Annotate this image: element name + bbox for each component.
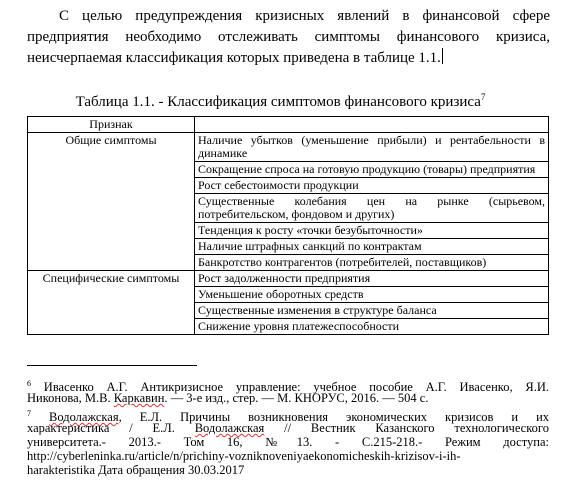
- footnote-7: [27, 407, 549, 477]
- footnote-text: // Вестник Казанского технологического: [264, 421, 549, 435]
- footnote-line: [27, 421, 549, 435]
- footnote-separator: [27, 365, 197, 366]
- footnote-line: [27, 407, 550, 424]
- footnote-text: , Е.Л. Причины возникновения экономических кризисов и их: [118, 410, 550, 424]
- body-paragraph: [27, 6, 550, 69]
- symptom-cell: Уменьшение оборотных средств: [195, 287, 549, 303]
- group-cell: Общие симптомы: [28, 133, 195, 271]
- footnote-line: университета.- 2013.- Том 16, №13. - С.215-218.- Режим доступа:: [27, 435, 549, 449]
- symptom-cell: Снижение уровня платежеспособности: [195, 319, 549, 335]
- symptom-cell: Наличие убытков (уменьшение прибыли) и рентабельности в динамике: [195, 133, 549, 162]
- footnote-number: 6: [27, 379, 31, 388]
- footnote-text: Никонова, М.В.: [27, 391, 114, 405]
- symptom-cell: Наличие штрафных санкций по контрактам: [195, 239, 549, 255]
- footnote-line: [27, 377, 549, 394]
- spellcheck-word[interactable]: Водолажская: [194, 421, 265, 435]
- footnote-url-line[interactable]: http://cyberleninka.ru/article/n/prichiny-vozniknoveniyaekonomicheskih-krizisov-i-ih-: [27, 449, 461, 463]
- group-cell: Специфические симптомы: [28, 271, 195, 335]
- spellcheck-word[interactable]: Каркавин: [113, 391, 165, 405]
- symptom-cell: Тенденция к росту «точки безубыточности»: [195, 223, 549, 239]
- symptom-cell: Существенные колебания цен на рынке (сырьевом, потребительском, фондовом и других): [195, 194, 549, 223]
- text-cursor[interactable]: [442, 48, 443, 64]
- footnote-number: 7: [27, 409, 31, 418]
- symptom-cell: Сокращение спроса на готовую продукцию (товары) предприятия: [195, 162, 549, 178]
- footnote-reference[interactable]: 7: [480, 92, 486, 102]
- table-header-row: [28, 117, 549, 133]
- table-caption-text: Таблица 1.1. - Классификация симптомов финансового кризиса: [75, 94, 481, 110]
- symptom-cell: Рост себестоимости продукции: [195, 178, 549, 194]
- symptom-cell: Банкротство контрагентов (потребителей, поставщиков): [195, 255, 549, 271]
- footnote-line: harakteristika Дата обращения 30.03.2017: [27, 463, 245, 477]
- footnote-text: Ивасенко А.Г. Антикризисное управление: учебное пособие А.Г. Ивасенко, Я.И.: [43, 380, 549, 394]
- table-row: [28, 133, 549, 162]
- paragraph-line: предприятия необходимо отслеживать симптомы финансового кризиса,: [27, 29, 550, 45]
- header-cell-symptom: [195, 117, 549, 133]
- paragraph-line: С целью предупреждения кризисных явлений в финансовой сфере: [59, 8, 550, 24]
- paragraph-line-text: неисчерпаемая классификация которых приведена в таблице 1.1.: [27, 50, 441, 66]
- symptoms-table: [27, 116, 549, 335]
- paragraph-line: [27, 48, 550, 69]
- header-cell-feature: Признак: [28, 117, 195, 133]
- table-caption: [0, 88, 561, 112]
- footnote-text: . — 3-е изд., стер. — М. КНОРУС, 2016. — 504 с.: [164, 391, 429, 405]
- symptom-cell: Рост задолженности предприятия: [195, 271, 549, 287]
- spellcheck-word[interactable]: Водолажская: [49, 410, 119, 424]
- footnote-text: характеристика / Е.Л.: [27, 421, 195, 435]
- footnote-6: [27, 377, 549, 405]
- symptom-cell: Существенные изменения в структуре баланса: [195, 303, 549, 319]
- table-row: [28, 271, 549, 287]
